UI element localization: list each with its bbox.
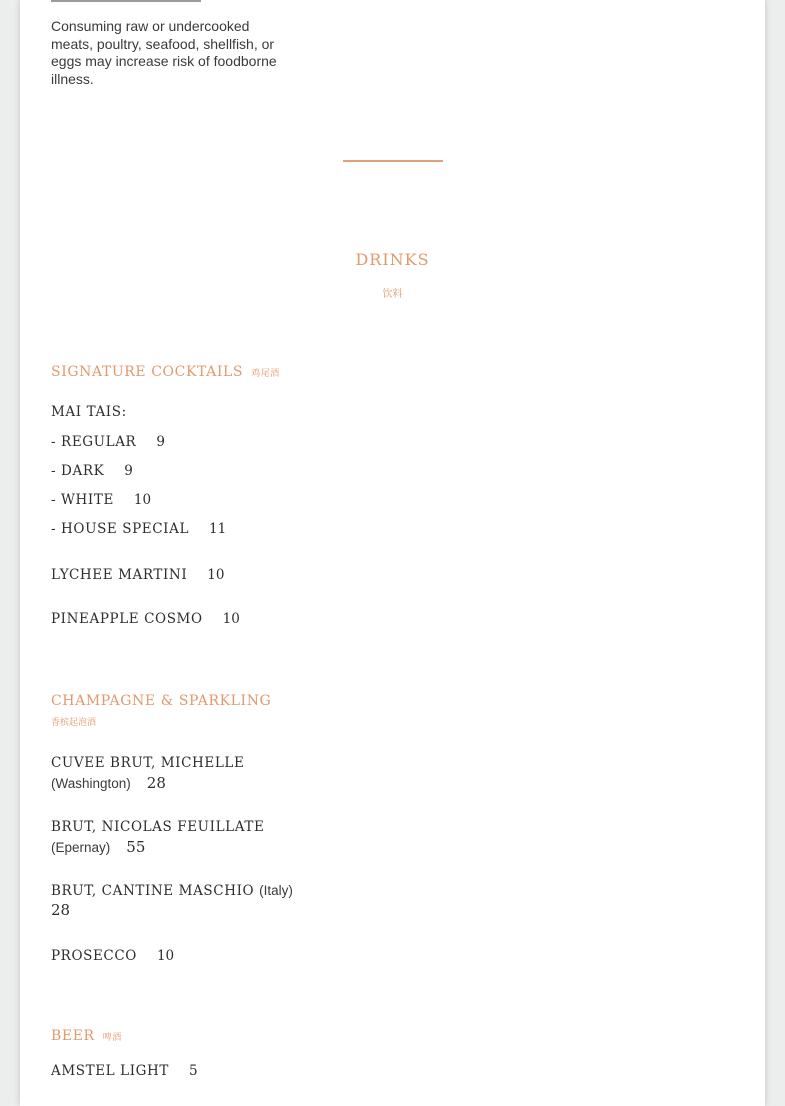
menu-item	[51, 611, 240, 627]
menu-item-detail	[51, 773, 166, 792]
menu-item	[51, 1063, 198, 1079]
menu-item	[51, 948, 174, 964]
drinks-subtitle: 饮料	[382, 289, 403, 300]
cut-off-heading	[51, 0, 201, 2]
item-price: 55	[126, 838, 146, 856]
item-price: 9	[156, 434, 165, 450]
mai-tais-label: MAI TAIS:	[51, 404, 127, 420]
item-price: 5	[189, 1063, 198, 1079]
item-name: LYCHEE MARTINI	[51, 567, 188, 583]
item-origin: (Washington)	[51, 776, 131, 791]
item-price: 28	[51, 901, 71, 919]
beer-heading-cjk: 啤酒	[102, 1033, 122, 1043]
item-name: - DARK	[51, 463, 105, 479]
menu-item	[51, 521, 226, 537]
signature-cocktails-heading-cjk: 鸡尾酒	[251, 369, 280, 379]
item-name: BRUT, NICOLAS FEUILLATE	[51, 819, 265, 835]
champagne-heading-cjk: 香槟起泡酒	[51, 717, 97, 727]
item-price: 10	[207, 567, 225, 583]
beer-heading-text: BEER	[51, 1028, 95, 1044]
menu-item-detail	[51, 837, 145, 856]
item-origin: (Epernay)	[51, 840, 111, 855]
item-name: PINEAPPLE COSMO	[51, 611, 203, 627]
menu-item	[51, 567, 224, 583]
item-price: 10	[222, 611, 240, 627]
item-name: - HOUSE SPECIAL	[51, 521, 190, 537]
menu-item	[51, 492, 151, 508]
item-name: - REGULAR	[51, 434, 137, 450]
item-name: AMSTEL LIGHT	[51, 1063, 169, 1079]
item-price: 28	[146, 774, 166, 792]
signature-cocktails-heading	[51, 364, 280, 380]
menu-item	[51, 434, 165, 450]
menu-page	[20, 0, 765, 1106]
item-name: CUVEE BRUT, MICHELLE	[51, 755, 245, 771]
drinks-title: DRINKS	[355, 250, 430, 269]
menu-item	[51, 463, 133, 479]
section-divider	[343, 160, 443, 162]
food-safety-notice: Consuming raw or undercooked meats, poultry, seafood, shellfish, or eggs may increase risk of foodborne illness.	[51, 18, 277, 87]
item-name: BRUT, CANTINE MASCHIO	[51, 883, 255, 899]
beer-heading	[51, 1028, 122, 1044]
signature-cocktails-heading-text: SIGNATURE COCKTAILS	[51, 364, 244, 380]
menu-item	[51, 883, 293, 899]
item-price: 9	[124, 463, 133, 479]
item-price: 10	[133, 492, 152, 508]
item-price: 11	[209, 521, 227, 537]
item-name: - WHITE	[51, 492, 114, 508]
item-price: 10	[156, 948, 175, 964]
item-origin: (Italy)	[259, 883, 293, 898]
item-name: PROSECCO	[51, 948, 137, 964]
champagne-heading: CHAMPAGNE & SPARKLING	[51, 693, 272, 709]
